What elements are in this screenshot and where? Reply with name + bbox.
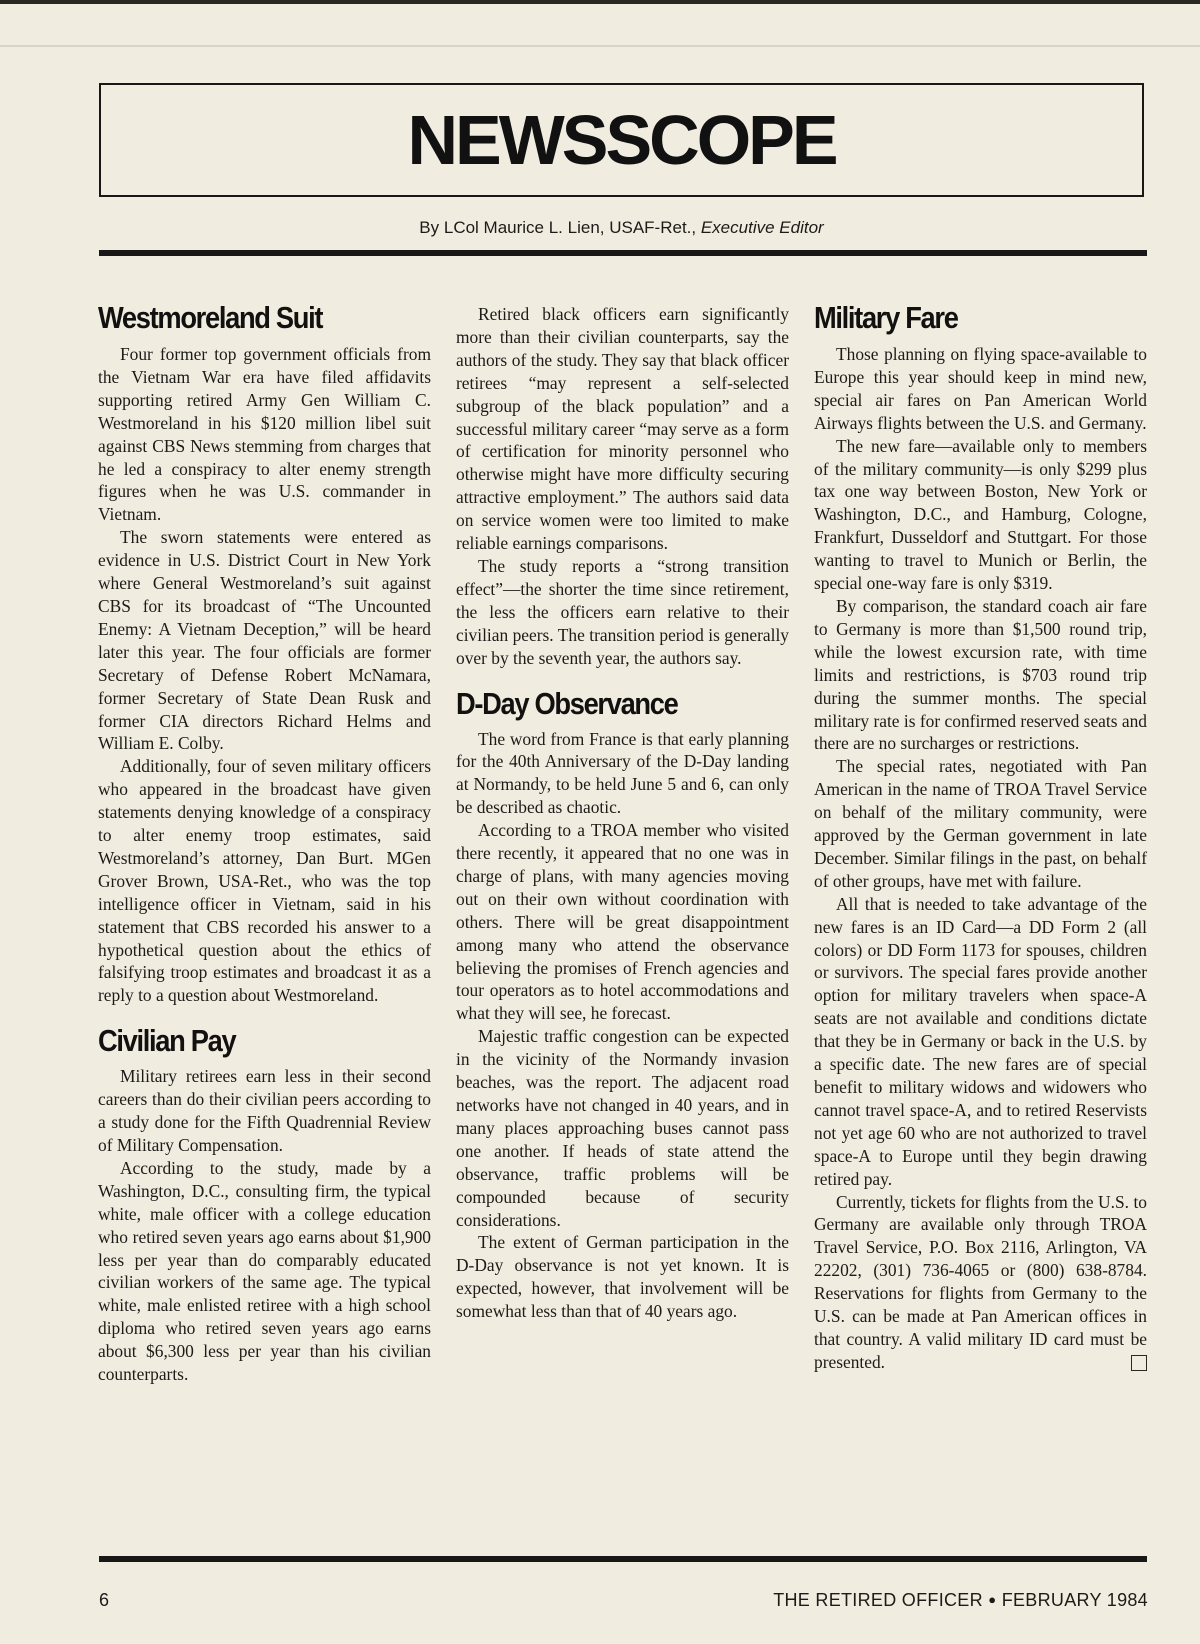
headline-military-fare: Military Fare [814,300,958,335]
paragraph: According to a TROA member who visited there recently, it appeared that no one was in charge of plans, with many agencies moving out on their own without coordination with others. There will be great disappointment among many who attend the observance believing the promises of French agencies and tour operators as to hotel accommodations and what they will see, he forecast. [456,820,789,1024]
headline-westmoreland: Westmoreland Suit [98,300,323,335]
byline-author: By LCol Maurice L. Lien, USAF-Ret., [419,218,701,237]
scan-line [0,45,1200,47]
column-2 [456,303,789,1323]
paragraph: The study reports a “strong transition effect”—the shorter the time since retirement, the less the officers earn relative to their civilian peers. The transition period is generally over by the seventh year, the authors say. [456,555,789,668]
paragraph: Retired black officers earn significantly more than their civilian counterparts, say the authors of the study. They say that black officer retirees “may represent a self-selected subgroup of the black population” and a successful military career “may serve as a form of certification for minority personnel who otherwise might have more difficulty securing attractive employment.” The authors said data on service women were too limited to make reliable earnings comparisons. [456,304,789,554]
section-title: NEWSSCOPE [407,101,836,179]
issue-date: FEBRUARY 1984 [1001,1590,1148,1610]
bottom-rule [99,1556,1147,1562]
paragraph: By comparison, the standard coach air fare to Germany is more than $1,500 round trip, while the lowest excursion rate, with time limits and restrictions, is $703 round trip during the summer months. The special military rate is for confirmed reserved seats and there are no surcharges or restrictions. [814,595,1147,754]
paragraph: The sworn statements were entered as evidence in U.S. District Court in New York where General Westmoreland’s suit against CBS for its broadcast of “The Uncounted Enemy: A Vietnam Deception,” will be heard later this year. The four officials are former Secretary of Defense Robert McNamara, former Secretary of State Dean Rusk and former CIA directors Richard Helms and William E. Colby. [98,527,431,754]
column-3 [814,298,1147,1374]
bullet-icon: ● [988,1592,997,1607]
masthead-box [99,83,1144,197]
page-top-edge [0,0,1200,4]
paragraph: Those planning on flying space-available to Europe this year should keep in mind new, special air fares on Pan American World Airways flights between the U.S. and Germany. [814,344,1147,433]
headline-dday: D-Day Observance [456,685,678,721]
footer-publication [773,1590,1148,1611]
end-mark-icon [1131,1355,1147,1371]
page-number: 6 [99,1590,110,1610]
byline-role: Executive Editor [700,218,824,237]
paragraph: The new fare—available only to members of the military community—is only $299 plus tax one way between Boston, New York or Washington, D.C., and Hamburg, Cologne, Frankfurt, Dusseldorf and Stuttgart. For those wanting to travel to Munich or Berlin, the special one-way fare is only $319. [814,435,1147,594]
byline [99,218,1144,238]
column-1 [98,298,431,1386]
paragraph: The special rates, negotiated with Pan American in the name of TROA Travel Service on behalf of the military community, were approved by the German government in late December. Similar filings in the past, on behalf of other groups, have met with failure. [814,756,1147,891]
paragraph: Majestic traffic congestion can be expected in the vicinity of the Normandy invasion beaches, was the report. The adjacent road networks have not changed in 40 years, and in many places approaching buses cannot pass one another. If heads of state attend the observance, traffic problems will be compounded because of security considerations. [456,1026,789,1230]
headline-civilian-pay: Civilian Pay [98,1023,236,1059]
paragraph: The word from France is that early planning for the 40th Anniversary of the D-Day landing at Normandy, to be held June 5 and 6, can only be described as chaotic. [456,728,789,818]
paragraph-last [814,1191,1147,1374]
publication-name: THE RETIRED OFFICER [773,1590,983,1610]
paragraph: Additionally, four of seven military officers who appeared in the broadcast have given statements denying knowledge of a conspiracy to alter enemy troop estimates, said Westmoreland’s attorney, Dan Burt. MGen Grover Brown, USA-Ret., who was the top intelligence officer in Vietnam, said in his statement that CBS recorded his answer to a hypothetical question about the ethics of falsifying troop estimates and broadcast it as a reply to a question about Westmoreland. [98,756,431,1006]
paragraph: The extent of German participation in the D-Day observance is not yet known. It is expected, however, that involvement will be somewhat less than that of 40 years ago. [456,1232,789,1322]
top-rule [99,250,1147,256]
paragraph: All that is needed to take advantage of the new fares is an ID Card—a DD Form 2 (all colors) or DD Form 1173 for spouses, children or survivors. The special fares provide another option for military travelers when space-A seats are not available and conditions dictate that they be in Germany or back in the U.S. by a specific date. The new fares are of special benefit to military widows and widowers who cannot travel space-A, and to retired Reservists not yet age 60 who are not authorized to travel space-A to Europe until they begin drawing retired pay. [814,893,1147,1189]
paragraph: Four former top government officials from the Vietnam War era have filed affidavits supporting retired Army Gen William C. Westmoreland in his $120 million libel suit against CBS News stemming from charges that he led a conspiracy to alter enemy strength figures when he was U.S. commander in Vietnam. [98,344,431,525]
paragraph: Military retirees earn less in their second careers than do their civilian peers according to a study done for the Fifth Quadrennial Review of Military Compensation. [98,1066,431,1155]
last-paragraph-text: Currently, tickets for flights from the U.S. to Germany are available only through TROA Travel Service, P.O. Box 2116, Arlington, VA 22202, (301) 736-4065 or (800) 638-8784. Reservations for flights from Germany to the U.S. can be made at Pan American offices in that country. A valid military ID card must be presented. [814,1191,1147,1372]
paragraph: According to the study, made by a Washington, D.C., consulting firm, the typical white, male officer with a college education who retired seven years ago earns about $1,900 less per year than do comparably educated civilian workers of the same age. The typical white, male enlisted retiree with a high school diploma who retired seven years ago earns about $6,300 less per year than his civilian counterparts. [98,1157,431,1385]
